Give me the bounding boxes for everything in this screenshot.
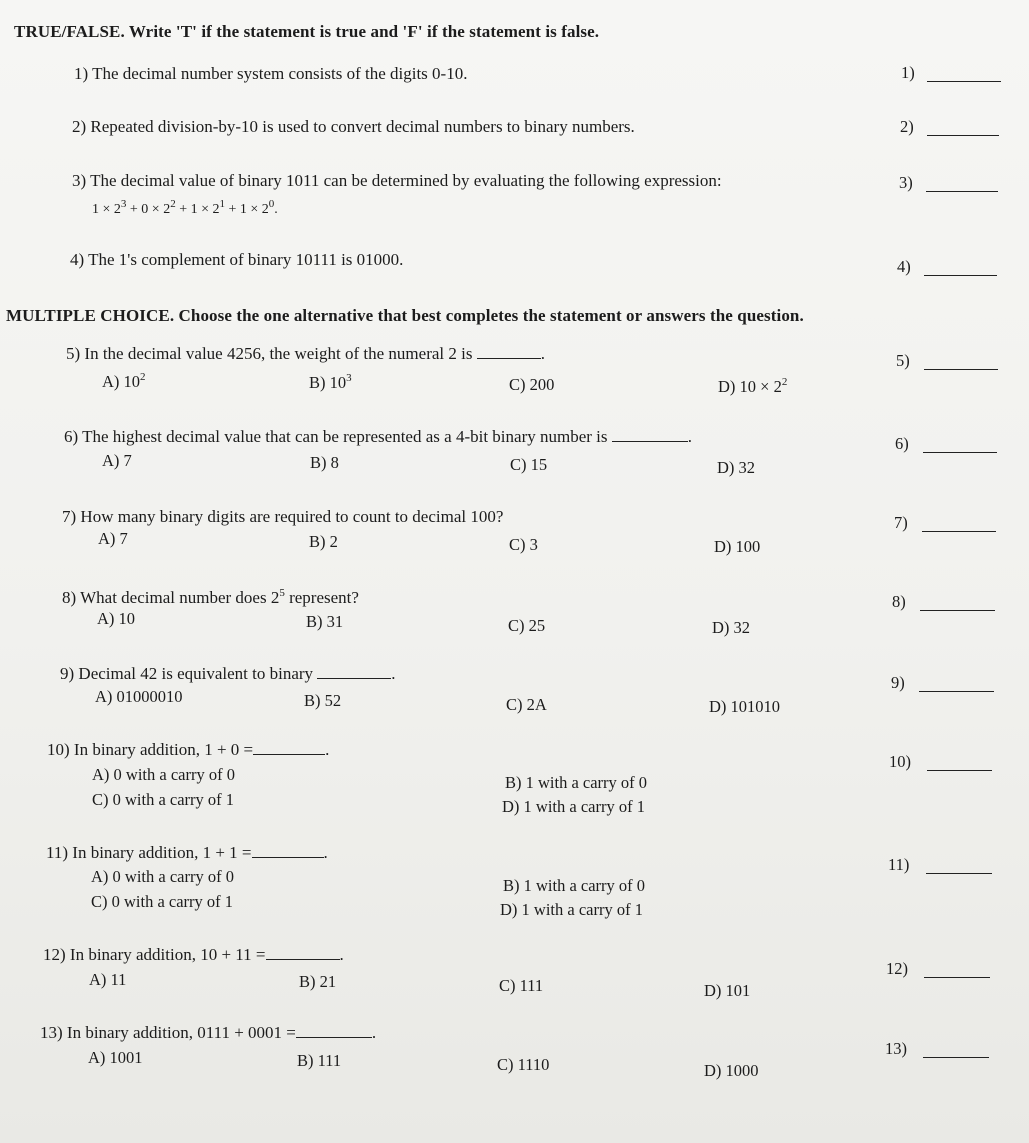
q9-option-c: C) 2A — [506, 695, 547, 714]
mc-heading: MULTIPLE CHOICE. Choose the one alternative that best completes the statement or answers the question. — [6, 306, 804, 325]
mc-question-9: 9) Decimal 42 is equivalent to binary . — [60, 664, 396, 683]
tf-question-3: 3) The decimal value of binary 1011 can be determined by evaluating the following expression: — [72, 171, 722, 190]
tf-question-4: 4) The 1's complement of binary 10111 is 01000. — [70, 250, 404, 269]
q12-option-c: C) 111 — [499, 976, 544, 995]
mc-question-8: 8) What decimal number does $2^5$ represent? — [62, 587, 359, 607]
q6-option-b: B) 8 — [310, 453, 339, 472]
tf-question-2: 2) Repeated division-by-10 is used to convert decimal numbers to binary numbers. — [72, 117, 635, 136]
answer-blank-11[interactable]: 11) — [888, 855, 909, 875]
q11-option-d: D) 1 with a carry of 1 — [500, 900, 643, 919]
q7-option-d: D) 100 — [714, 537, 761, 556]
mc-question-6: 6) The highest decimal value that can be represented as a 4-bit binary number is . — [64, 427, 692, 446]
answer-blank-12[interactable]: 12) — [886, 959, 908, 979]
q7-option-b: B) 2 — [309, 532, 338, 551]
answer-blank-10[interactable]: 10) — [889, 752, 911, 772]
q10-option-c: C) 0 with a carry of 1 — [92, 790, 235, 809]
q12-option-d: D) 101 — [704, 981, 751, 1000]
q9-option-a: A) 01000010 — [95, 687, 183, 706]
q10-option-b: B) 1 with a carry of 0 — [505, 773, 648, 792]
q13-option-a: A) 1001 — [88, 1048, 143, 1067]
q13-option-d: D) 1000 — [704, 1061, 759, 1080]
mc-question-5: 5) In the decimal value 4256, the weight of the numeral 2 is . — [66, 344, 545, 363]
answer-blank-1[interactable]: 1) — [901, 63, 915, 83]
tf-heading: TRUE/FALSE. Write 'T' if the statement is true and 'F' if the statement is false. — [14, 22, 600, 41]
answer-blank-7[interactable]: 7) — [894, 513, 908, 533]
mc-question-13: 13) In binary addition, 0111 + 0001 = . — [40, 1023, 377, 1042]
q5-option-c: C) 200 — [509, 375, 555, 394]
q7-option-a: A) 7 — [98, 529, 128, 548]
q10-option-a: A) 0 with a carry of 0 — [92, 765, 235, 784]
answer-blank-4[interactable]: 4) — [897, 257, 911, 277]
answer-blank-6[interactable]: 6) — [895, 434, 909, 454]
q8-option-b: B) 31 — [306, 612, 344, 631]
q11-option-b: B) 1 with a carry of 0 — [503, 876, 646, 895]
q13-option-c: C) 1110 — [497, 1055, 550, 1074]
mc-question-11: 11) In binary addition, 1 + 1 = . — [46, 843, 328, 862]
tf-question-3-expression: $1 \times 2^3 + 0 \times 2^2 + 1 \times 2^1 + 1 \times 2^0$. — [92, 198, 278, 217]
q6-option-c: C) 15 — [510, 455, 548, 474]
q8-option-c: C) 25 — [508, 616, 546, 635]
q6-option-a: A) 7 — [102, 451, 132, 470]
q5-option-d: D) $10 \times 2^2$ — [718, 376, 788, 396]
q12-option-b: B) 21 — [299, 972, 337, 991]
q7-option-c: C) 3 — [509, 535, 538, 554]
q9-option-d: D) 101010 — [709, 697, 781, 716]
mc-question-10: 10) In binary addition, 1 + 0 = . — [47, 740, 330, 759]
answer-blank-2[interactable]: 2) — [900, 117, 914, 137]
q10-option-d: D) 1 with a carry of 1 — [502, 797, 645, 816]
answer-blank-8[interactable]: 8) — [892, 592, 906, 612]
q5-option-b: B) $10^3$ — [309, 372, 352, 392]
q11-option-c: C) 0 with a carry of 1 — [91, 892, 234, 911]
answer-blank-3[interactable]: 3) — [899, 173, 913, 193]
q12-option-a: A) 11 — [89, 970, 127, 989]
q9-option-b: B) 52 — [304, 691, 342, 710]
q6-option-d: D) 32 — [717, 458, 756, 477]
q5-option-a: A) $10^2$ — [102, 371, 146, 391]
answer-blank-13[interactable]: 13) — [885, 1039, 907, 1059]
mc-question-12: 12) In binary addition, 10 + 11 = . — [43, 945, 344, 964]
answer-blank-9[interactable]: 9) — [891, 673, 905, 693]
q8-option-a: A) 10 — [97, 609, 136, 628]
q11-option-a: A) 0 with a carry of 0 — [91, 867, 234, 886]
mc-question-7: 7) How many binary digits are required to count to decimal 100? — [62, 507, 504, 526]
tf-question-1: 1) The decimal number system consists of the digits 0-10. — [74, 64, 468, 83]
q13-option-b: B) 111 — [297, 1051, 342, 1070]
q8-option-d: D) 32 — [712, 618, 751, 637]
answer-blank-5[interactable]: 5) — [896, 351, 910, 371]
